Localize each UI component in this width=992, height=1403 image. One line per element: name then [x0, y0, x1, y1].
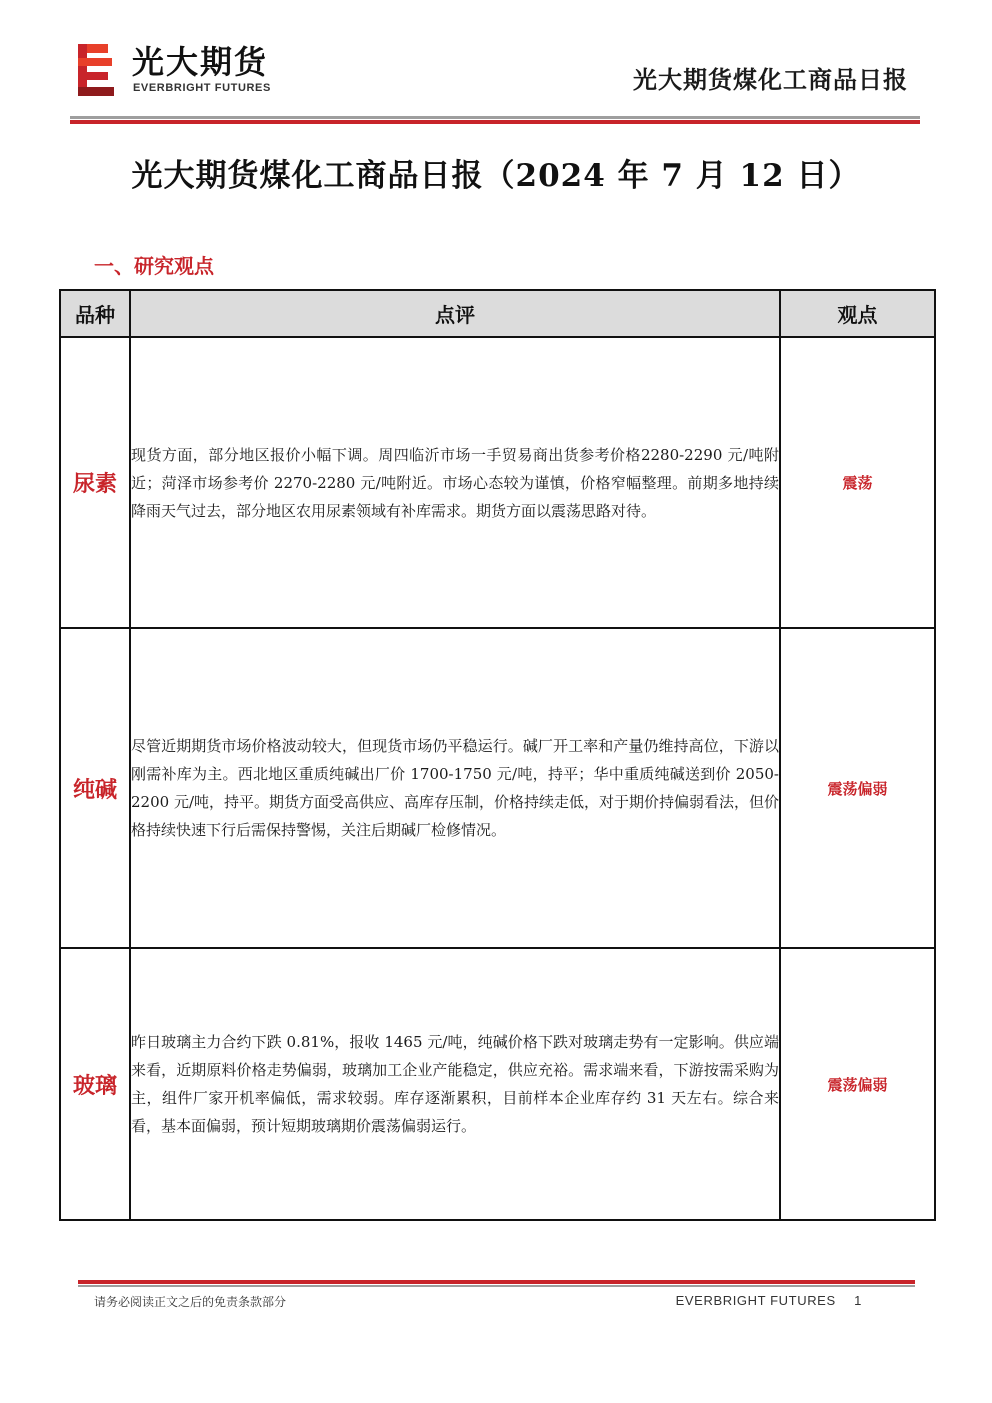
- logo-text-cn: 光大期货: [132, 43, 269, 81]
- column-header-variety: 品种: [60, 290, 130, 337]
- logo-text-en: EVERBRIGHT FUTURES: [133, 82, 271, 94]
- comment-cell: 昨日玻璃主力合约下跌 0.81%，报收 1465 元/吨，纯碱价格下跌对玻璃走势有一定影响。供应端来看，近期原料价格走势偏弱，玻璃加工企业产能稳定，供应充裕。需求端来看，下游按需采购为主，组件厂家开机率偏低，需求较弱。库存逐渐累积，目前样本企业库存约 31 天左右。综合来看，基本面偏弱，预计短期玻璃期价震荡偏弱运行。: [130, 948, 780, 1220]
- column-header-comment: 点评: [130, 290, 780, 337]
- footer-brand-page: [676, 1293, 862, 1308]
- everbright-logo-icon: [78, 44, 114, 96]
- section-heading: 一、研究观点: [94, 254, 214, 278]
- view-cell: 震荡偏弱: [780, 628, 935, 948]
- header-divider-red: [70, 120, 920, 124]
- footer-brand: EVERBRIGHT FUTURES: [675, 1293, 836, 1308]
- variety-cell: 玻璃: [60, 948, 130, 1220]
- table-row: [60, 948, 935, 1220]
- header-divider-gray: [70, 116, 920, 119]
- research-table: [59, 289, 936, 1221]
- document-title: 光大期货煤化工商品日报（2024 年 7 月 12 日）: [131, 158, 861, 194]
- variety-cell: 纯碱: [60, 628, 130, 948]
- table-header-row: [60, 290, 935, 337]
- footer-divider-gray: [78, 1285, 915, 1287]
- table-row: [60, 628, 935, 948]
- table-row: [60, 337, 935, 628]
- footer-divider-red: [78, 1280, 915, 1284]
- comment-cell: 现货方面，部分地区报价小幅下调。周四临沂市场一手贸易商出货参考价格2280-2290 元/吨附近；菏泽市场参考价 2270-2280 元/吨附近。市场心态较为谨慎，价格窄幅整理。前期多地持续降雨天气过去，部分地区农用尿素领域有补库需求。期货方面以震荡思路对待。: [130, 337, 780, 628]
- page-header: [0, 0, 992, 130]
- comment-cell: 尽管近期期货市场价格波动较大，但现货市场仍平稳运行。碱厂开工率和产量仍维持高位，下游以刚需补库为主。西北地区重质纯碱出厂价 1700-1750 元/吨，持平；华中重质纯碱送到价 2050-2200 元/吨，持平。期货方面受高供应、高库存压制，价格持续走低，对于期价持偏弱看法，但价格持续快速下行后需保持警惕，关注后期碱厂检修情况。: [130, 628, 780, 948]
- footer-disclaimer: 请务必阅读正文之后的免责条款部分: [94, 1295, 287, 1309]
- page-number: 1: [854, 1293, 862, 1308]
- view-cell: 震荡偏弱: [780, 948, 935, 1220]
- header-title: 光大期货煤化工商品日报: [633, 65, 908, 94]
- column-header-view: 观点: [780, 290, 935, 337]
- view-cell: 震荡: [780, 337, 935, 628]
- variety-cell: 尿素: [60, 337, 130, 628]
